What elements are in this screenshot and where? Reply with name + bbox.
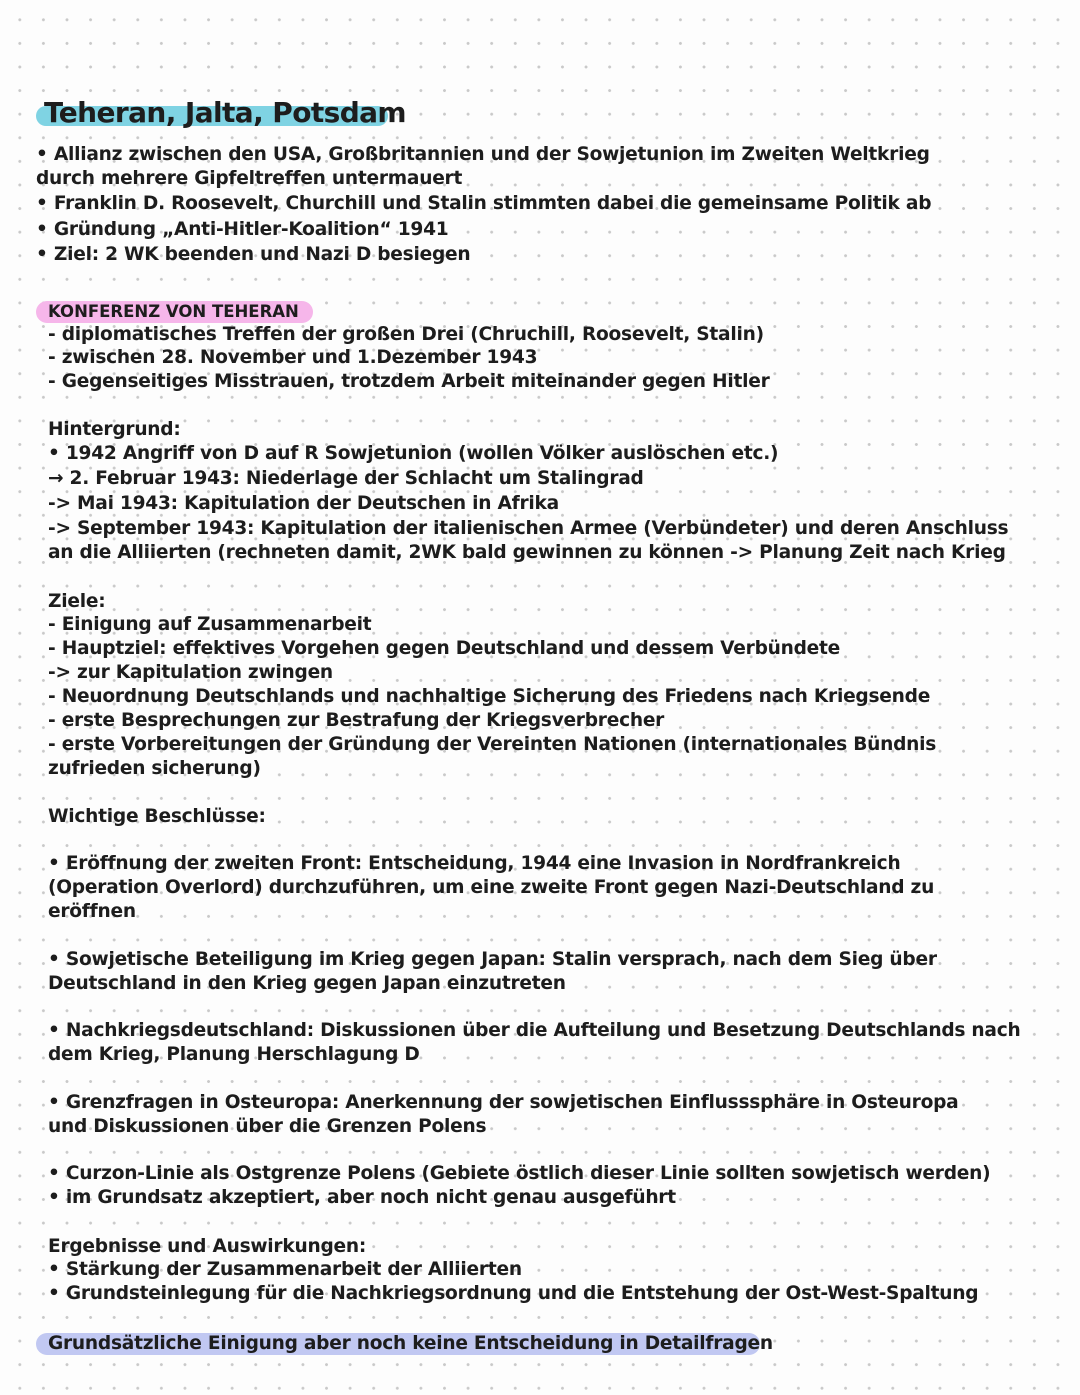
goals-line: - erste Besprechungen zur Bestrafung der Kriegsverbrecher	[48, 710, 665, 731]
background-line: -> Mai 1943: Kapitulation der Deutschen in Afrika	[48, 493, 559, 514]
section-intro-line: - zwischen 28. November und 1.Dezember 1943	[48, 347, 538, 368]
section-intro-line: - Gegenseitiges Misstrauen, trotzdem Arbeit miteinander gegen Hitler	[48, 371, 770, 392]
background-line: -> September 1943: Kapitulation der italienischen Armee (Verbündeter) und deren Anschluss	[48, 518, 1009, 539]
page-title: Teheran, Jalta, Potsdam	[44, 96, 407, 129]
decisions-line: • im Grundsatz akzeptiert, aber noch nicht genau ausgeführt	[48, 1187, 676, 1208]
conclusion: Grundsätzliche Einigung aber noch keine Entscheidung in Detailfragen	[48, 1333, 773, 1354]
decisions-line: • Curzon-Linie als Ostgrenze Polens (Gebiete östlich dieser Linie sollten sowjetisch werden)	[48, 1163, 991, 1184]
goals-line: - erste Vorbereitungen der Gründung der Vereinten Nationen (internationales Bündnis	[48, 734, 937, 755]
decisions-line: • Eröffnung der zweiten Front: Entscheidung, 1944 eine Invasion in Nordfrankreich	[48, 853, 901, 874]
results-line: • Grundsteinlegung für die Nachkriegsordnung und die Entstehung der Ost-West-Spaltung	[48, 1283, 979, 1304]
results-line: • Stärkung der Zusammenarbeit der Alliierten	[48, 1259, 522, 1280]
decisions-line: • Grenzfragen in Osteuropa: Anerkennung der sowjetischen Einflusssphäre in Osteuropa	[48, 1092, 959, 1113]
goals-line: - Neuordnung Deutschlands und nachhaltige Sicherung des Friedens nach Kriegsende	[48, 686, 931, 707]
goals-line: - Einigung auf Zusammenarbeit	[48, 614, 372, 635]
goals-heading: Ziele:	[48, 591, 106, 612]
intro-line: • Ziel: 2 WK beenden und Nazi D besiegen	[36, 244, 471, 265]
decisions-line: • Nachkriegsdeutschland: Diskussionen über die Aufteilung und Besetzung Deutschlands nach	[48, 1020, 1021, 1041]
results-heading: Ergebnisse und Auswirkungen:	[48, 1236, 367, 1257]
intro-line: • Allianz zwischen den USA, Großbritannien und der Sowjetunion im Zweiten Weltkrieg	[36, 144, 930, 165]
decisions-line: (Operation Overlord) durchzuführen, um eine zweite Front gegen Nazi-Deutschland zu	[48, 877, 935, 898]
intro-line: durch mehrere Gipfeltreffen untermauert	[36, 168, 463, 189]
background-line: an die Alliierten (rechneten damit, 2WK bald gewinnen zu können -> Planung Zeit nach Krieg	[48, 542, 1006, 563]
goals-line: zufrieden sicherung)	[48, 758, 261, 779]
decisions-line: eröffnen	[48, 901, 136, 922]
decisions-line: und Diskussionen über die Grenzen Polens	[48, 1116, 487, 1137]
background-heading: Hintergrund:	[48, 419, 181, 440]
background-line: → 2. Februar 1943: Niederlage der Schlacht um Stalingrad	[48, 468, 644, 489]
decisions-heading: Wichtige Beschlüsse:	[48, 806, 266, 827]
section-intro-line: - diplomatisches Treffen der großen Drei (Chruchill, Roosevelt, Stalin)	[48, 324, 764, 345]
decisions-line: Deutschland in den Krieg gegen Japan einzutreten	[48, 973, 566, 994]
intro-line: • Gründung „Anti-Hitler-Koalition“ 1941	[36, 219, 449, 240]
intro-line: • Franklin D. Roosevelt, Churchill und Stalin stimmten dabei die gemeinsame Politik ab	[36, 193, 932, 214]
decisions-line: dem Krieg, Planung Herschlagung D	[48, 1044, 420, 1065]
goals-line: -> zur Kapitulation zwingen	[48, 662, 333, 683]
goals-line: - Hauptziel: effektives Vorgehen gegen Deutschland und dessem Verbündete	[48, 638, 841, 659]
decisions-line: • Sowjetische Beteiligung im Krieg gegen Japan: Stalin versprach, nach dem Sieg über	[48, 949, 937, 970]
section-heading: KONFERENZ VON TEHERAN	[36, 301, 313, 323]
background-line: • 1942 Angriff von D auf R Sowjetunion (wollen Völker auslöschen etc.)	[48, 443, 779, 464]
